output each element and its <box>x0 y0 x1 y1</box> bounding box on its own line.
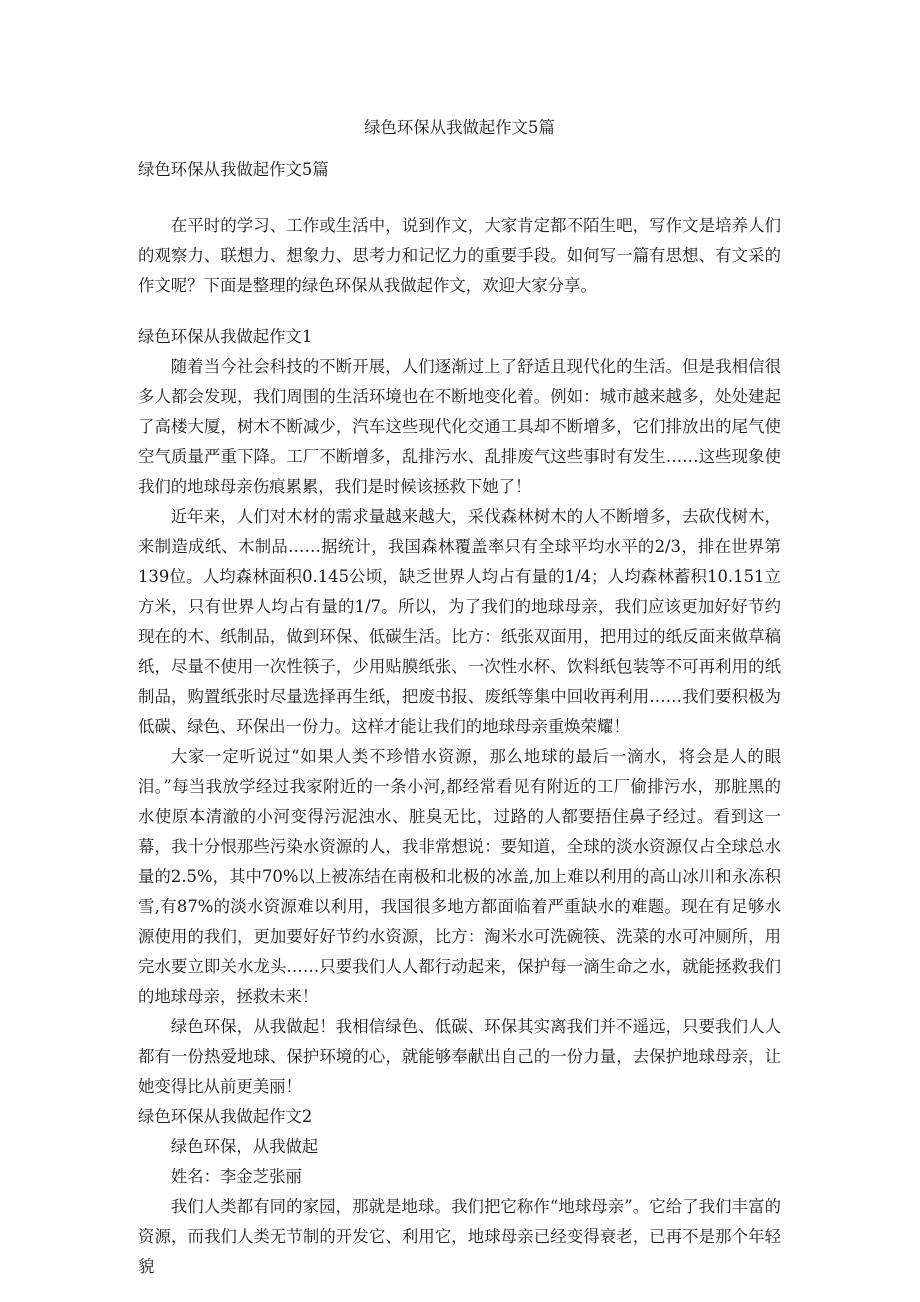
essay-2-author: 姓名：李金芝张丽 <box>170 1167 302 1186</box>
essay-1-paragraph: 大家一定听说过“如果人类不珍惜水资源，那么地球的最后一滴水，将会是人的眼泪。”每当我放学经过我家附近的一条小河,都经常看见有附近的工厂偷排污水，那脏黑的水使原本清澈的小河变得污泥浊水、脏臭无比，过路的人都要捂住鼻子经过。看到这一幕，我十分恨那些污染水资源的人，我非常想说：要知道，全球的淡水资源仅占全球总水量的2.5%，其中70%以上被冻结在南极和北极的冰盖,加上难以利用的高山冰川和永冻积雪,有87%的淡水资源难以利用，我国很多地方都面临着严重缺水的难题。现在有足够水源使用的我们，更加要好好节约水资源，比方：淘米水可洗碗筷、洗菜的水可冲厕所，用完水要立即关水龙头……只要我们人人都行动起来，保护每一滴生命之水，就能拯救我们的地球母亲，拯救未来！ <box>138 747 781 1006</box>
essay-2-heading: 绿色环保从我做起作文2 <box>138 1107 313 1126</box>
essay-2-paragraph: 我们人类都有同的家园，那就是地球。我们把它称作“地球母亲”。它给了我们丰富的资源，而我们人类无节制的开发它、利用它，地球母亲已经变得衰老，已再不是那个年轻貌 <box>138 1197 781 1276</box>
document-body <box>138 322 781 1282</box>
document-title: 绿色环保从我做起作文5篇 <box>364 118 555 137</box>
document-subtitle: 绿色环保从我做起作文5篇 <box>138 160 329 179</box>
essay-1-paragraph: 绿色环保，从我做起！我相信绿色、低碳、环保其实离我们并不遥远，只要我们人人都有一份热爱地球、保护环境的心，就能够奉献出自己的一份力量，去保护地球母亲，让她变得比从前更美丽！ <box>138 1017 781 1096</box>
essay-1-heading: 绿色环保从我做起作文1 <box>138 327 313 346</box>
essay-2-subtitle: 绿色环保，从我做起 <box>170 1137 319 1156</box>
intro-paragraph: 在平时的学习、工作或生活中，说到作文，大家肯定都不陌生吧，写作文是培养人们的观察力、联想力、想象力、思考力和记忆力的重要手段。如何写一篇有思想、有文采的作文呢？下面是整理的绿色环保从我做起作文，欢迎大家分享。 <box>138 216 781 295</box>
essay-1-paragraph: 近年来，人们对木材的需求量越来越大，采伐森林树木的人不断增多，去砍伐树木，来制造成纸、木制品……据统计，我国森林覆盖率只有全球平均水平的2/3，排在世界第139位。人均森林面积0.145公顷，缺乏世界人均占有量的1/4；人均森林蓄积10.151立方米，只有世界人均占有量的1/7。所以，为了我们的地球母亲，我们应该更加好好节约现在的木、纸制品，做到环保、低碳生活。比方：纸张双面用，把用过的纸反面来做草稿纸，尽量不使用一次性筷子，少用贴膜纸张、一次性水杯、饮料纸包装等不可再利用的纸制品，购置纸张时尽量选择再生纸，把废书报、废纸等集中回收再利用……我们要积极为低碳、绿色、环保出一份力。这样才能让我们的地球母亲重焕荣耀！ <box>138 507 781 736</box>
essay-1-paragraph: 随着当今社会科技的不断开展，人们逐渐过上了舒适且现代化的生活。但是我相信很多人都会发现，我们周围的生活环境也在不断地变化着。例如：城市越来越多，处处建起了高楼大厦，树木不断减少，汽车这些现代化交通工具却不断增多，它们排放出的尾气使空气质量严重下降。工厂不断增多，乱排污水、乱排废气这些事时有发生……这些现象使我们的地球母亲伤痕累累，我们是时候该拯救下她了！ <box>138 357 781 496</box>
